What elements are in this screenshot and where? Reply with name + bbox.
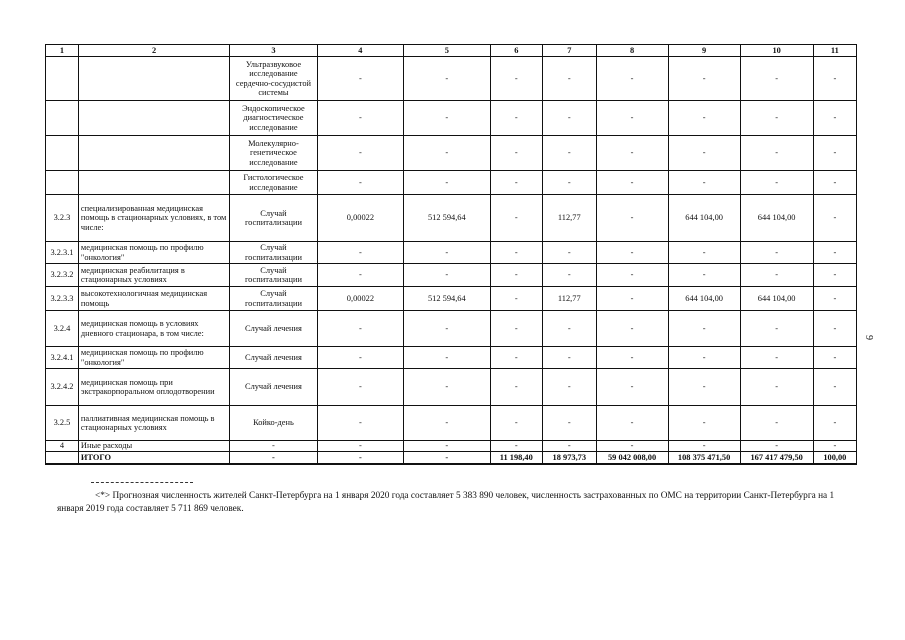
cell-c8: - xyxy=(596,195,668,242)
cell-c11: - xyxy=(813,101,856,136)
cell-code xyxy=(46,57,79,101)
table-row xyxy=(46,441,857,452)
cell-c6: - xyxy=(490,369,542,406)
col-header: 2 xyxy=(78,45,229,57)
cell-c10: 167 417 479,50 xyxy=(740,452,813,464)
table-row xyxy=(46,101,857,136)
cell-c8: - xyxy=(596,57,668,101)
cell-c5: - xyxy=(404,311,490,347)
cell-name xyxy=(78,101,229,136)
cell-c11: - xyxy=(813,369,856,406)
cell-c7: - xyxy=(543,441,597,452)
cell-name: Иные расходы xyxy=(78,441,229,452)
cell-c5: - xyxy=(404,264,490,287)
cell-name: медицинская помощь по профилю "онкология" xyxy=(78,242,229,264)
cell-unit: Случай лечения xyxy=(230,369,317,406)
cell-c11: 100,00 xyxy=(813,452,856,464)
cell-c6: - xyxy=(490,57,542,101)
table-row xyxy=(46,287,857,311)
cell-code: 3.2.3.1 xyxy=(46,242,79,264)
cell-c9: 644 104,00 xyxy=(668,195,740,242)
cell-c4: 0,00022 xyxy=(317,195,403,242)
cell-c10: - xyxy=(740,347,813,369)
col-header: 3 xyxy=(230,45,317,57)
cell-code: 3.2.4.2 xyxy=(46,369,79,406)
cell-c9: - xyxy=(668,171,740,195)
cell-c7: 112,77 xyxy=(543,195,597,242)
cell-c4: - xyxy=(317,264,403,287)
cell-c7: - xyxy=(543,406,597,441)
cell-name xyxy=(78,57,229,101)
table-row xyxy=(46,406,857,441)
cell-c8: - xyxy=(596,369,668,406)
header-row xyxy=(46,45,857,57)
cell-c5: - xyxy=(404,347,490,369)
cell-c4: - xyxy=(317,101,403,136)
page-number: 9 xyxy=(863,335,874,340)
cell-c5: - xyxy=(404,101,490,136)
cell-unit: Случай лечения xyxy=(230,311,317,347)
cell-c10: 644 104,00 xyxy=(740,195,813,242)
cell-c4: - xyxy=(317,369,403,406)
col-header: 1 xyxy=(46,45,79,57)
cell-c11: - xyxy=(813,136,856,171)
cell-code: 3.2.3 xyxy=(46,195,79,242)
cell-name: паллиативная медицинская помощь в стационарных условиях xyxy=(78,406,229,441)
cell-name: специализированная медицинская помощь в стационарных условиях, в том числе: xyxy=(78,195,229,242)
cell-c6: - xyxy=(490,136,542,171)
cell-c4: - xyxy=(317,406,403,441)
cell-code: 3.2.5 xyxy=(46,406,79,441)
cell-c6: - xyxy=(490,171,542,195)
cell-c5: - xyxy=(404,242,490,264)
cell-unit: - xyxy=(230,452,317,464)
cell-c10: - xyxy=(740,369,813,406)
cell-unit: Молекулярно-генетическое исследование xyxy=(230,136,317,171)
cell-c8: 59 042 008,00 xyxy=(596,452,668,464)
cell-c10: - xyxy=(740,136,813,171)
cell-unit: Ультразвуковое исследование сердечно-сосудистой системы xyxy=(230,57,317,101)
cell-c7: - xyxy=(543,311,597,347)
cell-c6: - xyxy=(490,441,542,452)
cell-c8: - xyxy=(596,136,668,171)
cell-unit: Случай госпитализации xyxy=(230,195,317,242)
cell-name: высокотехнологичная медицинская помощь xyxy=(78,287,229,311)
cell-code xyxy=(46,171,79,195)
cell-c7: - xyxy=(543,136,597,171)
cell-c11: - xyxy=(813,347,856,369)
cell-c6: - xyxy=(490,101,542,136)
table-row xyxy=(46,311,857,347)
table-row xyxy=(46,57,857,101)
cell-c8: - xyxy=(596,441,668,452)
table-row xyxy=(46,369,857,406)
cell-unit: Случай госпитализации xyxy=(230,242,317,264)
cell-c6: - xyxy=(490,264,542,287)
cell-c10: - xyxy=(740,264,813,287)
cell-c4: - xyxy=(317,57,403,101)
cell-c6: - xyxy=(490,242,542,264)
footnote-separator xyxy=(91,482,193,483)
table-row xyxy=(46,136,857,171)
col-header: 10 xyxy=(740,45,813,57)
cell-c7: - xyxy=(543,264,597,287)
cell-name: медицинская реабилитация в стационарных условиях xyxy=(78,264,229,287)
cell-c5: - xyxy=(404,406,490,441)
cell-c5: - xyxy=(404,57,490,101)
cell-c9: 108 375 471,50 xyxy=(668,452,740,464)
cell-c11: - xyxy=(813,441,856,452)
cell-c5: 512 594,64 xyxy=(404,195,490,242)
cell-c11: - xyxy=(813,406,856,441)
cell-c7: - xyxy=(543,347,597,369)
cell-unit: Койко-день xyxy=(230,406,317,441)
col-header: 7 xyxy=(543,45,597,57)
cell-code xyxy=(46,136,79,171)
cell-c7: - xyxy=(543,57,597,101)
footnote: <*> Прогнозная численность жителей Санкт-Петербурга на 1 января 2020 года составляет 5 383 890 человек, численность застрахованных по ОМС на территории Санкт-Петербурга на 1 января 2019 года составляет 5 711 869 человек. xyxy=(57,491,835,515)
col-header: 6 xyxy=(490,45,542,57)
col-header: 5 xyxy=(404,45,490,57)
col-header: 4 xyxy=(317,45,403,57)
cell-c9: - xyxy=(668,347,740,369)
cell-c10: - xyxy=(740,406,813,441)
cell-c8: - xyxy=(596,264,668,287)
cell-c7: - xyxy=(543,369,597,406)
cell-c9: - xyxy=(668,57,740,101)
total-row xyxy=(46,452,857,464)
table-row xyxy=(46,242,857,264)
cell-code: 3.2.4 xyxy=(46,311,79,347)
cell-c11: - xyxy=(813,287,856,311)
cell-c9: - xyxy=(668,101,740,136)
cell-code xyxy=(46,101,79,136)
cell-c8: - xyxy=(596,347,668,369)
cell-c10: - xyxy=(740,57,813,101)
cell-c9: - xyxy=(668,242,740,264)
cell-c4: - xyxy=(317,171,403,195)
cell-code: 3.2.3.3 xyxy=(46,287,79,311)
cell-c11: - xyxy=(813,264,856,287)
table-row xyxy=(46,195,857,242)
cell-c4: - xyxy=(317,242,403,264)
cell-unit: Эндоскопическое диагностическое исследование xyxy=(230,101,317,136)
cell-code xyxy=(46,452,79,464)
cell-c10: - xyxy=(740,101,813,136)
cell-c4: - xyxy=(317,136,403,171)
table-row xyxy=(46,347,857,369)
cell-c5: - xyxy=(404,136,490,171)
cell-c7: - xyxy=(543,242,597,264)
cell-name xyxy=(78,136,229,171)
cell-c10: - xyxy=(740,171,813,195)
cell-code: 4 xyxy=(46,441,79,452)
cell-c10: - xyxy=(740,242,813,264)
cell-code: 3.2.4.1 xyxy=(46,347,79,369)
cell-c11: - xyxy=(813,311,856,347)
cell-name: медицинская помощь при экстракорпоральном оплодотворении xyxy=(78,369,229,406)
cell-unit: Случай госпитализации xyxy=(230,264,317,287)
cell-c4: - xyxy=(317,311,403,347)
cell-unit: Случай госпитализации xyxy=(230,287,317,311)
cell-c5: - xyxy=(404,441,490,452)
cell-c8: - xyxy=(596,406,668,441)
cell-c6: - xyxy=(490,406,542,441)
col-header: 8 xyxy=(596,45,668,57)
cell-c7: 112,77 xyxy=(543,287,597,311)
cell-c5: - xyxy=(404,171,490,195)
cell-c9: - xyxy=(668,136,740,171)
cell-c7: - xyxy=(543,171,597,195)
cell-c6: 11 198,40 xyxy=(490,452,542,464)
cell-c9: - xyxy=(668,406,740,441)
cell-c5: - xyxy=(404,452,490,464)
cell-c9: - xyxy=(668,369,740,406)
cell-c9: - xyxy=(668,311,740,347)
cell-code: 3.2.3.2 xyxy=(46,264,79,287)
cell-c4: - xyxy=(317,441,403,452)
cell-c11: - xyxy=(813,242,856,264)
cell-c8: - xyxy=(596,101,668,136)
cell-c10: 644 104,00 xyxy=(740,287,813,311)
cell-c11: - xyxy=(813,57,856,101)
cell-unit: - xyxy=(230,441,317,452)
cell-c6: - xyxy=(490,195,542,242)
cell-c11: - xyxy=(813,171,856,195)
cell-name: медицинская помощь по профилю "онкология" xyxy=(78,347,229,369)
cell-c6: - xyxy=(490,311,542,347)
cell-unit: Случай лечения xyxy=(230,347,317,369)
cell-c9: - xyxy=(668,264,740,287)
cell-c5: - xyxy=(404,369,490,406)
cell-c5: 512 594,64 xyxy=(404,287,490,311)
cell-name xyxy=(78,171,229,195)
cell-c7: - xyxy=(543,101,597,136)
cell-c6: - xyxy=(490,347,542,369)
cell-c8: - xyxy=(596,242,668,264)
cell-c11: - xyxy=(813,195,856,242)
table-row xyxy=(46,264,857,287)
col-header: 9 xyxy=(668,45,740,57)
data-table xyxy=(45,44,857,465)
cell-unit: Гистологическое исследование xyxy=(230,171,317,195)
col-header: 11 xyxy=(813,45,856,57)
cell-name: ИТОГО xyxy=(78,452,229,464)
cell-c8: - xyxy=(596,311,668,347)
cell-c7: 18 973,73 xyxy=(543,452,597,464)
cell-c4: - xyxy=(317,452,403,464)
cell-c10: - xyxy=(740,441,813,452)
cell-c4: 0,00022 xyxy=(317,287,403,311)
table-row xyxy=(46,171,857,195)
cell-c8: - xyxy=(596,171,668,195)
cell-c8: - xyxy=(596,287,668,311)
cell-c6: - xyxy=(490,287,542,311)
cell-c4: - xyxy=(317,347,403,369)
cell-c10: - xyxy=(740,311,813,347)
cell-c9: 644 104,00 xyxy=(668,287,740,311)
cell-name: медицинская помощь в условиях дневного стационара, в том числе: xyxy=(78,311,229,347)
cell-c9: - xyxy=(668,441,740,452)
